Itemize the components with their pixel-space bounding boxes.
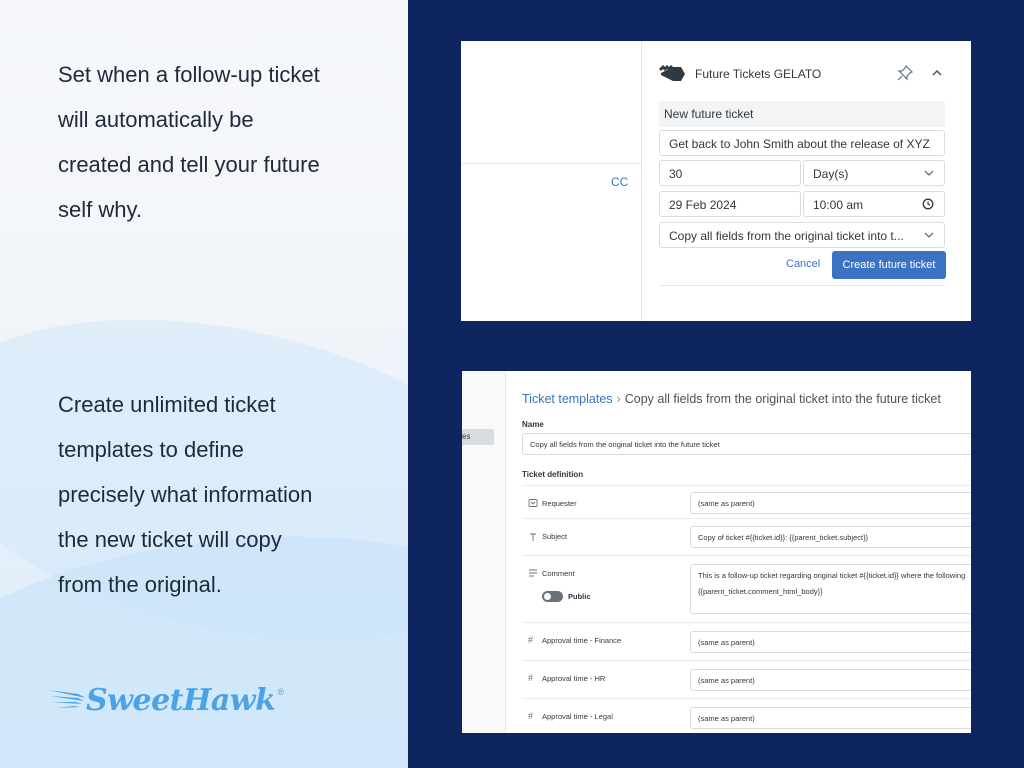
definition-row-approval-finance (522, 622, 971, 660)
unit-select[interactable] (803, 160, 945, 186)
promo-line: self why. (58, 197, 142, 222)
divider (641, 41, 642, 321)
time-value: 10:00 am (813, 198, 864, 212)
definition-row-subject (522, 518, 971, 555)
time-input[interactable] (803, 191, 945, 217)
field-label: Subject (542, 532, 568, 541)
ticket-definition-label: Ticket definition (522, 470, 584, 479)
promo-line: precisely what information (58, 482, 313, 507)
public-toggle-label: Public (568, 592, 591, 601)
comment-editor[interactable] (690, 564, 971, 614)
public-toggle[interactable] (542, 591, 563, 602)
requester-input[interactable]: (same as parent) (690, 492, 971, 514)
approval-legal-input[interactable]: (same as parent) (690, 707, 971, 729)
text-icon (528, 532, 538, 542)
field-label: Comment (542, 569, 575, 578)
definition-row-approval-legal (522, 698, 971, 733)
promo-line: from the original. (58, 572, 222, 597)
field-label: Approval time - Finance (542, 636, 622, 645)
brand-logo (48, 683, 284, 718)
template-select[interactable] (659, 222, 945, 248)
chevron-down-icon (924, 231, 934, 239)
date-input[interactable] (659, 191, 801, 217)
comment-line: {{parent_ticket.comment_html_body}} (698, 587, 823, 596)
subject-input[interactable]: Copy of ticket #{{ticket.id}}: {{parent_ticket.subject}} (690, 526, 971, 548)
date-value: 29 Feb 2024 (669, 198, 737, 212)
comment-line: This is a follow-up ticket regarding original ticket #{{ticket.id}} where the following (698, 571, 966, 580)
hash-icon: # (528, 711, 534, 721)
field-label: Approval time - HR (542, 674, 606, 683)
pin-icon[interactable] (897, 65, 913, 81)
breadcrumb-separator: › (616, 392, 621, 406)
definition-row-requester (522, 485, 971, 518)
promo-line: the new ticket will copy (58, 527, 282, 552)
hash-icon: # (528, 673, 534, 683)
field-label: Requester (542, 499, 577, 508)
amount-value: 30 (669, 167, 683, 181)
section-title: New future ticket (659, 101, 945, 127)
template-value: Copy all fields from the original ticket into t... (669, 229, 904, 243)
definition-row-approval-hr (522, 660, 971, 698)
requester-icon (528, 498, 538, 508)
registered-mark: ® (277, 687, 285, 697)
app-title: Future Tickets GELATO (695, 67, 822, 81)
chevron-down-icon (924, 169, 934, 177)
promo-line: Set when a follow-up ticket (58, 62, 320, 87)
gelato-app-icon (659, 65, 685, 83)
approval-hr-input[interactable]: (same as parent) (690, 669, 971, 691)
breadcrumb-current: Copy all fields from the original ticket into the future ticket (624, 392, 941, 406)
cc-link[interactable]: CC (611, 175, 629, 189)
promo-text-templates (58, 382, 378, 607)
future-ticket-screenshot (461, 41, 971, 321)
brand-name: SweetHawk (86, 683, 276, 718)
promo-panel (0, 0, 408, 768)
breadcrumb (522, 392, 941, 406)
create-future-ticket-button[interactable]: Create future ticket (832, 251, 946, 279)
promo-line: templates to define (58, 437, 244, 462)
comment-icon (528, 568, 538, 578)
sidebar (462, 371, 506, 733)
reason-input[interactable]: Get back to John Smith about the release of XYZ (659, 130, 945, 156)
name-label: Name (522, 420, 544, 429)
cancel-button[interactable]: Cancel (786, 258, 821, 270)
unit-value: Day(s) (813, 167, 849, 181)
promo-line: created and tell your future (58, 152, 320, 177)
field-label: Approval time - Legal (542, 712, 613, 721)
app-header (659, 63, 959, 85)
promo-text-future-tickets (58, 52, 378, 232)
chevron-up-icon[interactable] (931, 67, 943, 79)
sidebar-item-templates[interactable] (462, 429, 494, 445)
breadcrumb-link-ticket-templates[interactable]: Ticket templates (522, 392, 613, 406)
definition-row-comment (522, 555, 971, 622)
promo-line: Create unlimited ticket (58, 392, 276, 417)
amount-input[interactable] (659, 160, 801, 186)
hash-icon: # (528, 635, 534, 645)
approval-finance-input[interactable]: (same as parent) (690, 631, 971, 653)
clock-icon (922, 198, 934, 210)
promo-line: will automatically be (58, 107, 254, 132)
divider (659, 285, 945, 286)
divider (461, 163, 641, 164)
hawk-wing-icon (48, 688, 90, 714)
ticket-template-screenshot (462, 371, 971, 733)
template-name-input[interactable]: Copy all fields from the original ticket into the future ticket (522, 433, 971, 455)
sidebar-item-label: es (462, 432, 471, 441)
